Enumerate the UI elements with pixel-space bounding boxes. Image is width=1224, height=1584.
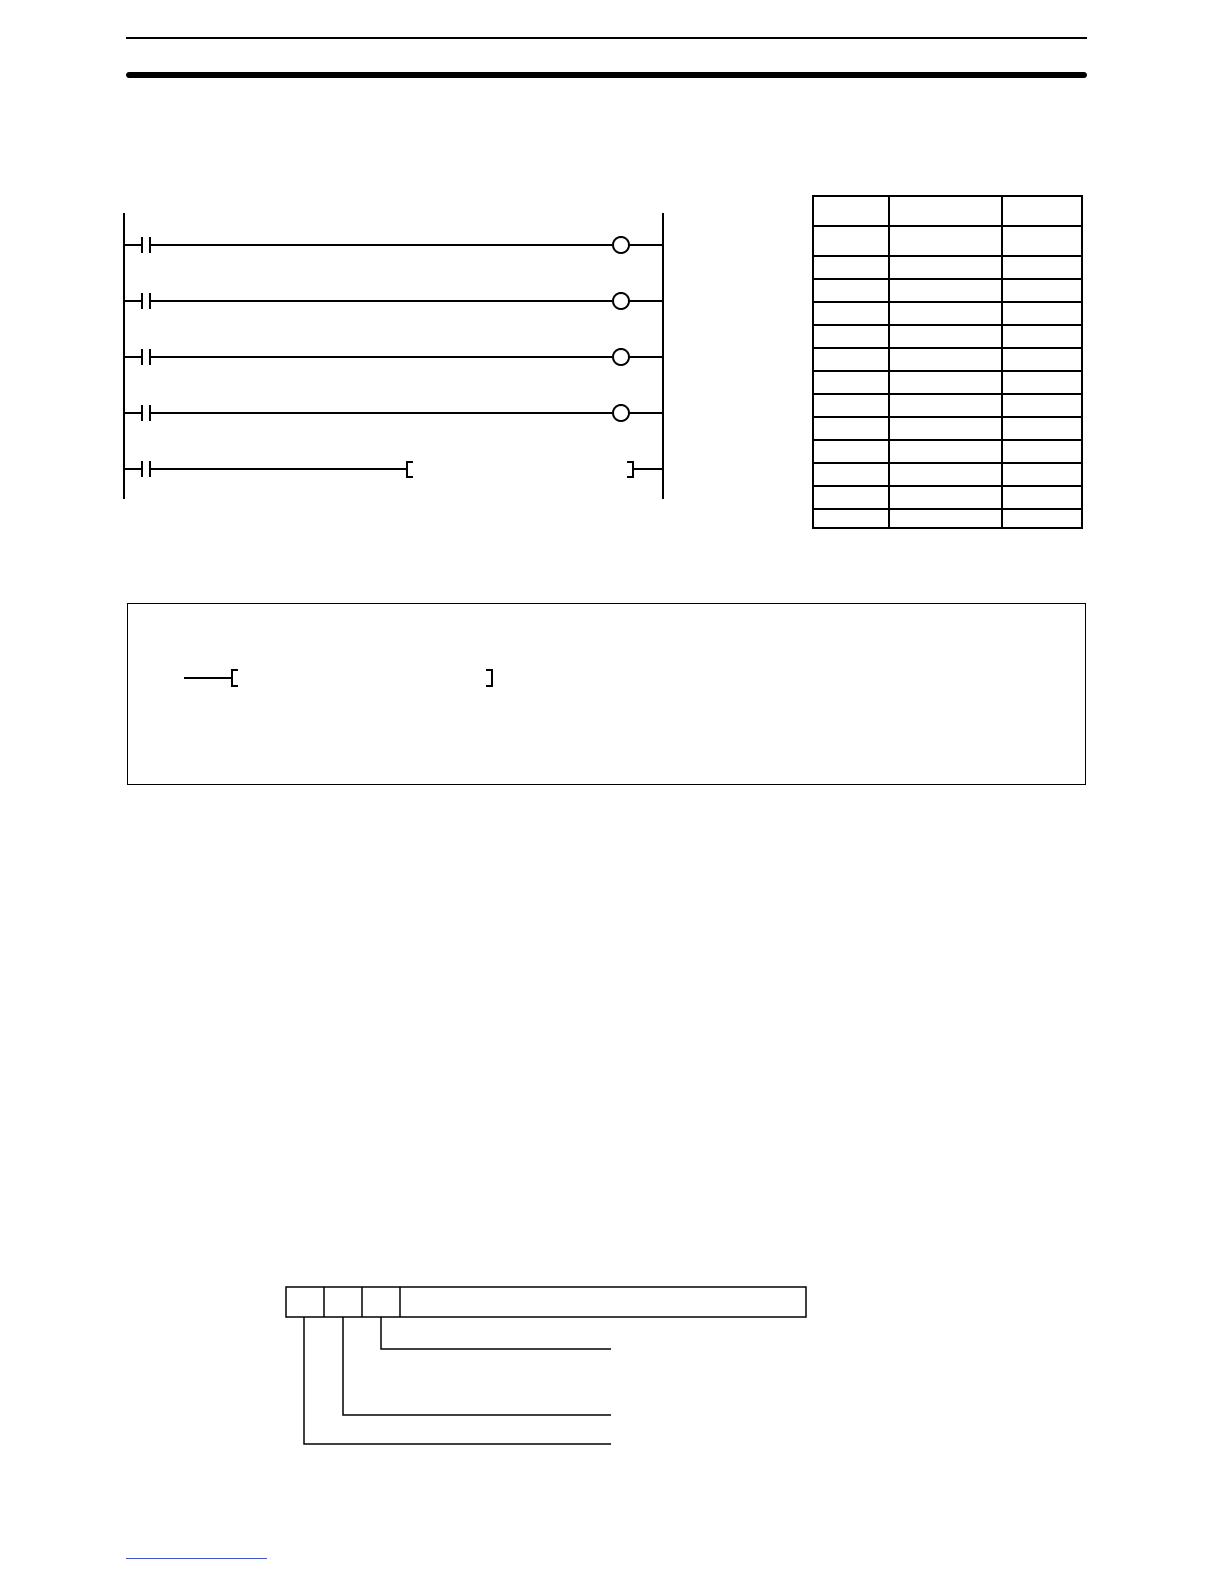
instruction-left-bracket-icon bbox=[407, 462, 413, 477]
coil-icon bbox=[613, 237, 629, 253]
coil-icon bbox=[613, 349, 629, 365]
ladder-diagram bbox=[115, 205, 675, 505]
leader-line-3 bbox=[381, 1317, 611, 1349]
instruction-box bbox=[127, 603, 1086, 785]
header-rule-thick bbox=[126, 72, 1087, 78]
leader-line-2 bbox=[343, 1317, 611, 1415]
coil-icon bbox=[613, 293, 629, 309]
mnemonic-table bbox=[812, 195, 1083, 529]
rung-5 bbox=[124, 461, 663, 477]
instruction-right-bracket-icon bbox=[627, 462, 633, 477]
right-bracket-icon bbox=[486, 670, 492, 686]
rung-4 bbox=[124, 405, 663, 421]
table-row-dividers bbox=[813, 256, 1082, 509]
leader-line-1 bbox=[304, 1317, 611, 1444]
rung-1 bbox=[124, 237, 663, 253]
coil-icon bbox=[613, 405, 629, 421]
footer-link[interactable] bbox=[126, 1558, 267, 1559]
left-bracket-icon bbox=[232, 670, 238, 686]
rung-3 bbox=[124, 349, 663, 365]
header-rule-thin bbox=[126, 37, 1087, 39]
instruction-symbol bbox=[182, 666, 502, 690]
rung-2 bbox=[124, 293, 663, 309]
digit-field-diagram bbox=[280, 1280, 820, 1450]
